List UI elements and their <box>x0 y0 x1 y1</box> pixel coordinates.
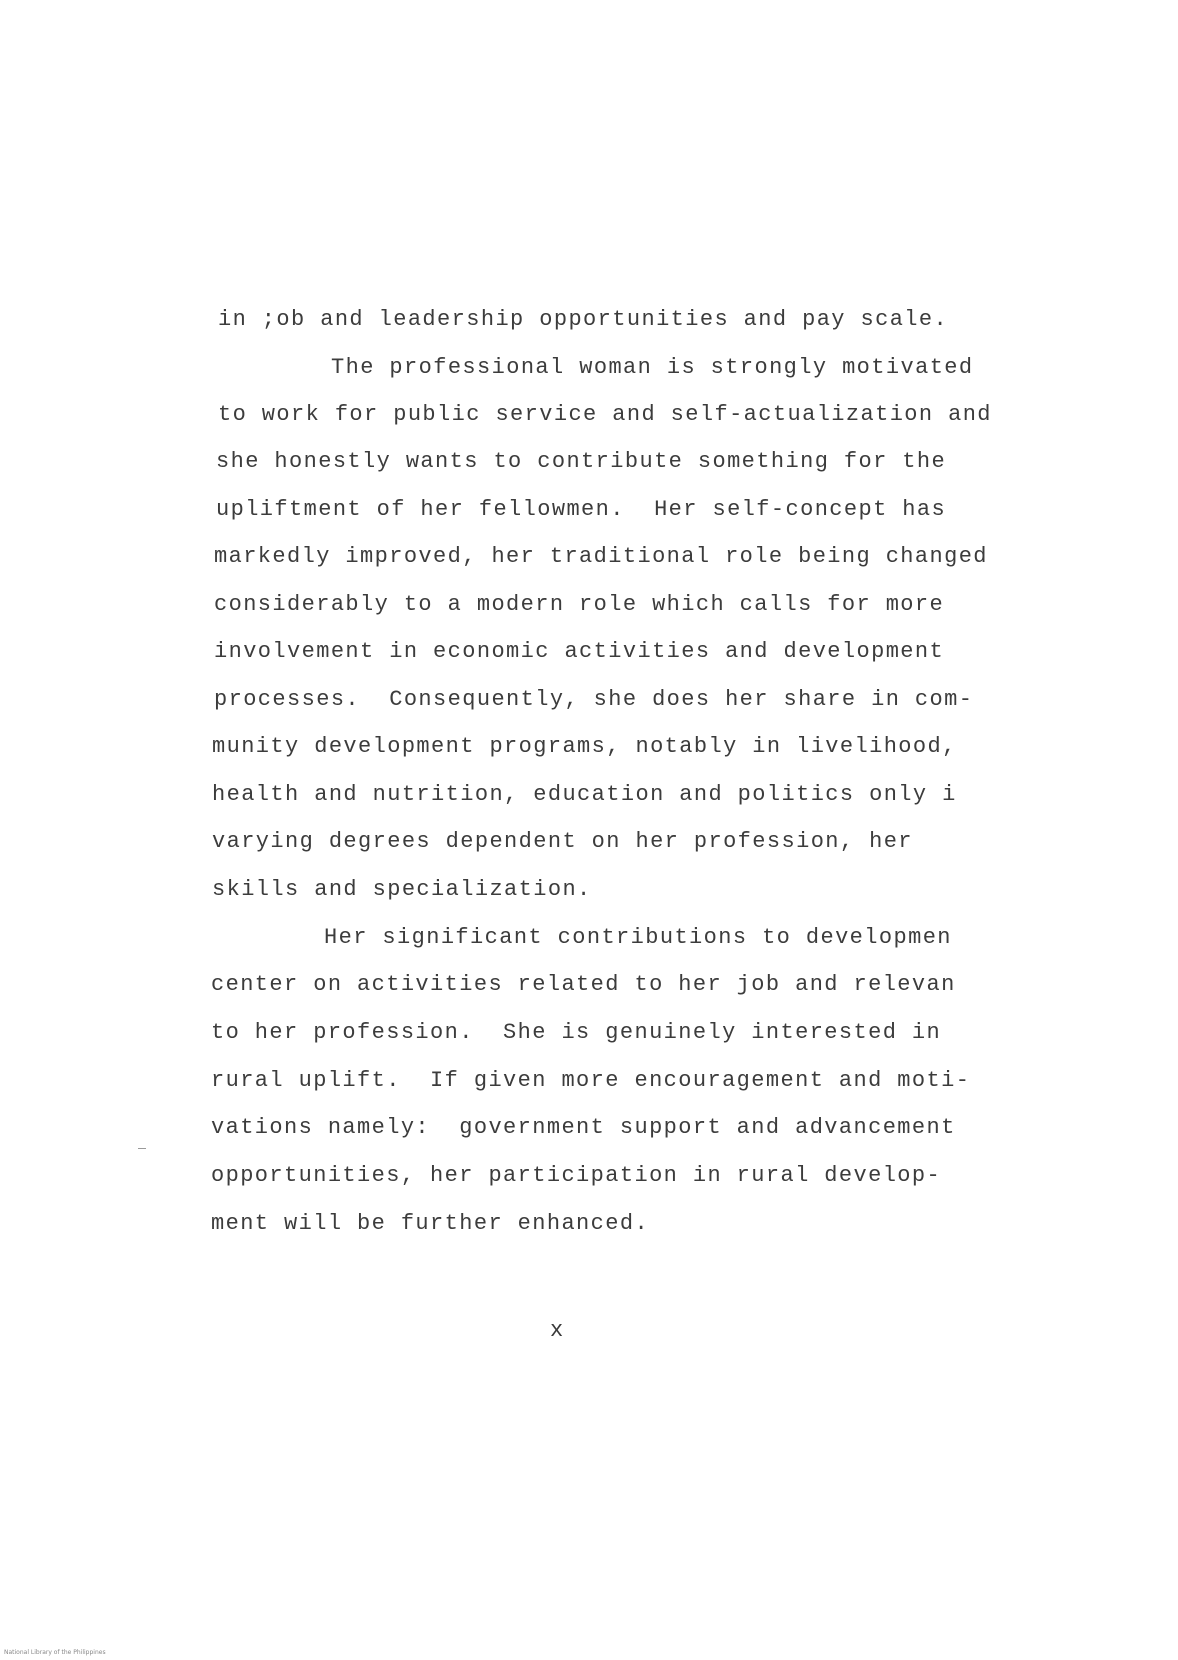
text-line: skills and specialization. <box>212 877 592 902</box>
page-number: x <box>550 1318 564 1343</box>
scan-mark <box>138 1148 146 1149</box>
text-line: involvement in economic activities and development <box>214 639 945 664</box>
text-line: rural uplift. If given more encouragement and moti- <box>211 1068 971 1093</box>
text-line: health and nutrition, education and politics only i <box>212 782 957 807</box>
text-line: Her significant contributions to developmen <box>324 925 952 950</box>
text-line: The professional woman is strongly motivated <box>331 355 974 380</box>
text-line: ment will be further enhanced. <box>211 1211 650 1236</box>
text-line: center on activities related to her job and relevan <box>211 972 956 997</box>
text-line: vations namely: government support and advancement <box>211 1115 956 1140</box>
footer-watermark: National Library of the Philippines <box>4 1649 106 1656</box>
text-line: upliftment of her fellowmen. Her self-concept has <box>216 497 947 522</box>
text-line: markedly improved, her traditional role being changed <box>214 544 988 569</box>
text-line: munity development programs, notably in livelihood, <box>212 734 957 759</box>
text-line: varying degrees dependent on her profession, her <box>212 829 913 854</box>
text-line: to her profession. She is genuinely interested in <box>211 1020 942 1045</box>
text-line: considerably to a modern role which calls for more <box>214 592 945 617</box>
text-line: to work for public service and self-actualization and <box>218 402 992 427</box>
text-line: opportunities, her participation in rural develop- <box>211 1163 942 1188</box>
text-line: she honestly wants to contribute something for the <box>216 449 947 474</box>
text-line: in ;ob and leadership opportunities and pay scale. <box>218 307 949 332</box>
text-line: processes. Consequently, she does her share in com- <box>214 687 974 712</box>
